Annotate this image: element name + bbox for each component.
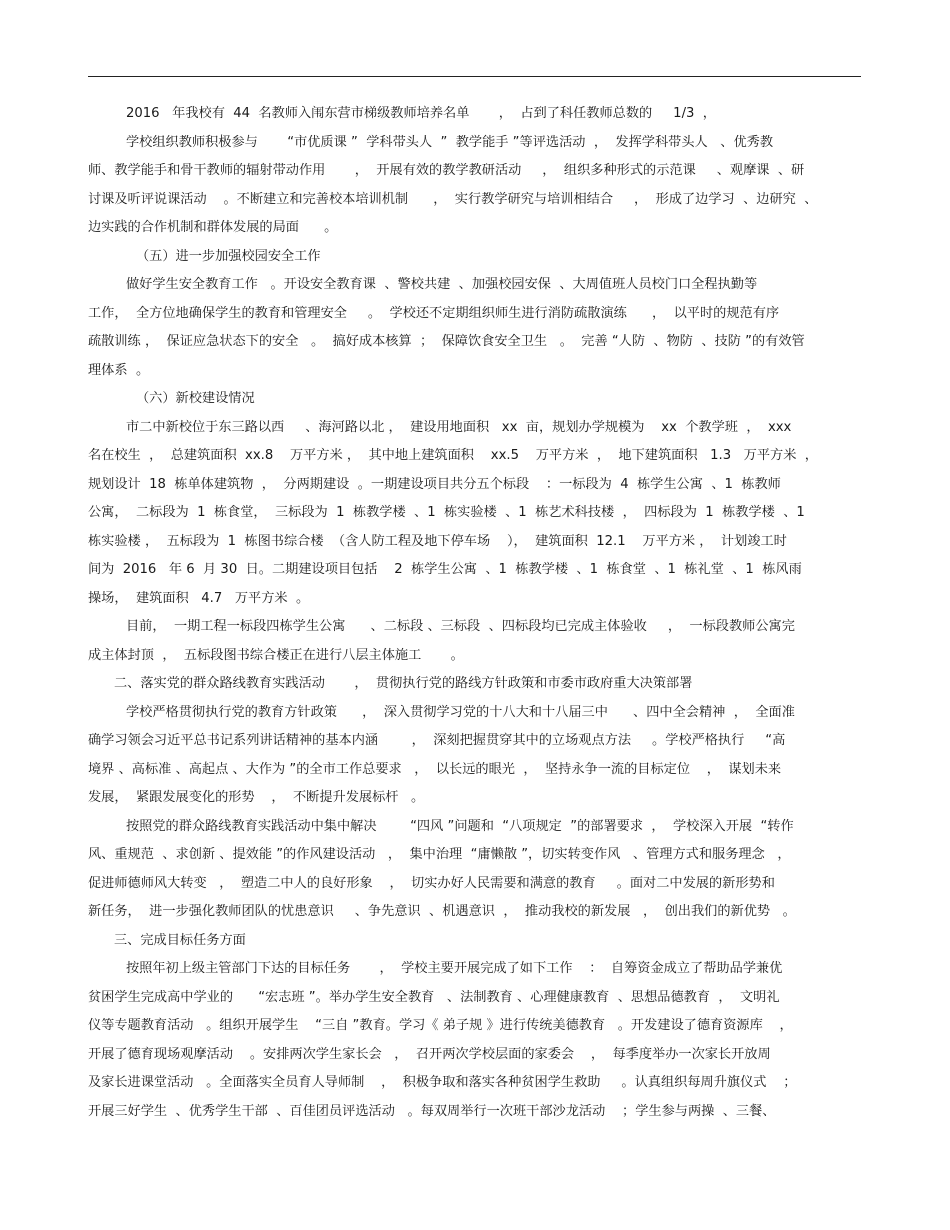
header-rule (88, 76, 861, 77)
text-line: 按照年初上级主管部门下达的目标任务 ， 学校主要开展完成了如下工作 ： 自筹资金成立了帮助品学兼优 (126, 961, 783, 976)
text-line: 理体系 。 (88, 362, 150, 378)
text-line: 境界 、高标准 、高起点 、大作为 ”的全市工作总要求 ， 以长远的眼光 ， 坚持永争一流的目标定位 ， 谋划未来 (88, 761, 782, 777)
text-line: 学校严格贯彻执行党的教育方针政策 ， 深入贯彻学习党的十八大和十八届三中 、四中全会精神 ， 全面准 (126, 704, 795, 720)
text-line: 工作， 全方位地确保学生的教育和管理安全 。 学校还不定期组织师生进行消防疏散演练 ， 以平时的规范有序 (88, 305, 780, 321)
text-line: 讨课及听评说课活动 。不断建立和完善校本培训机制 ， 实行教学研究与培训相结合 ， 形成了边学习 、边研究 、 (88, 191, 818, 207)
text-line: 发展， 紧跟发展变化的形势 ， 不断提升发展标杆 。 (88, 790, 425, 805)
text-line: 师、教学能手和骨干教师的辐射带动作用 ， 开展有效的教学教研活动 ， 组织多种形式的示范课 、观摩课 、研 (88, 163, 805, 178)
text-line: 学校组织教师积极参与 “市优质课 ” 学科带头人 ” 教学能手 ”等评选活动 ， 发挥学科带头人 、优秀教 (126, 134, 774, 150)
text-line: 疏散训练 ， 保证应急状态下的安全 。 搞好成本核算 ； 保障饮食安全卫生 。 完善 “人防 、物防 、技防 ”的有效管 (88, 334, 805, 349)
text-line: 名在校生 ， 总建筑面积 xx.8 万平方米 ， 其中地上建筑面积 xx.5 万平方米 ， 地下建筑面积 1.3 万平方米 ， (88, 448, 818, 463)
text-line: 操场， 建筑面积 4.7 万平方米 。 (88, 590, 310, 606)
text-line: 开展了德育现场观摩活动 。安排两次学生家长会 ， 召开两次学校层面的家委会 ， 每季度举办一次家长开放周 (88, 1046, 771, 1062)
text-line: 按照党的群众路线教育实践活动中集中解决 “四风 ”问题和 “八项规定 ”的部署要求 ， 学校深入开展 “转作 (126, 818, 794, 834)
text-line: 做好学生安全教育工作 。开设安全教育课 、警校共建 、加强校园安保 、大周值班人员校门口全程执勤等 (126, 277, 758, 292)
section-heading: （六）新校建设情况 (136, 391, 255, 406)
text-line: 栋实验楼 ， 五标段为 1 栋图书综合楼 （含人防工程及地下停车场 ）， 建筑面积 12.1 万平方米 ， 计划竣工时 (88, 533, 787, 549)
section-heading: （五）进一步加强校园安全工作 (136, 248, 321, 264)
text-line: 边实践的合作机制和群体发展的局面 。 (88, 220, 338, 235)
text-line: 公寓， 二标段为 1 栋食堂， 三标段为 1 栋教学楼 、1 栋实验楼 、1 栋艺术科技楼 ， 四标段为 1 栋教学楼 、1 (88, 505, 805, 520)
section-heading: 二、落实党的群众路线教育实践活动 ， 贯彻执行党的路线方针政策和市委市政府重大决策部署 (114, 676, 693, 691)
text-line: 2016 年我校有 44 名教师入闱东营市梯级教师培养名单 ， 占到了科任教师总数的 1/3 ， (126, 106, 716, 121)
text-line: 目前， 一期工程一标段四栋学生公寓 、二标段 、三标段 、四标段均已完成主体验收 ， 一标段教师公寓完 (126, 619, 795, 634)
text-line: 市二中新校位于东三路以西 、海河路以北 ， 建设用地面积 xx 亩，规划办学规模为 xx 个教学班 ， xxx (126, 419, 792, 435)
text-line: 确学习领会习近平总书记系列讲话精神的基本内涵 ， 深刻把握贯穿其中的立场观点方法 。学校严格执行 “高 (88, 733, 786, 748)
section-heading: 三、完成目标任务方面 (114, 932, 246, 948)
text-line: 贫困学生完成高中学业的 “宏志班 ”。举办学生安全教育 、法制教育 、心理健康教育 、思想品德教育 ， 文明礼 (88, 989, 780, 1005)
text-line: 及家长进课堂活动 。全面落实全员育人导师制 ， 积极争取和落实各种贫困学生救助 。认真组织每周升旗仪式 ； (88, 1075, 797, 1090)
text-line: 促进师德师风大转变 ， 塑造二中人的良好形象 ， 切实办好人民需要和满意的教育 。面对二中发展的新形势和 (88, 875, 775, 891)
text-line: 仪等专题教育活动 。组织开展学生 “三自 ”教育。学习《 弟子规 》进行传统美德教育 。开发建设了德育资源库 ， (88, 1018, 793, 1033)
text-line: 间为 2016 年 6 月 30 日。二期建设项目包括 2 栋学生公寓 、1 栋教学楼 、1 栋食堂 、1 栋礼堂 、1 栋风雨 (88, 562, 802, 577)
text-line: 成主体封顶 ， 五标段图书综合楼正在进行八层主体施工 。 (88, 647, 464, 663)
text-line: 风、重规范 、求创新 、提效能 ”的作风建设活动 ， 集中治理 “庸懒散 ”，切实转变作风 、管理方式和服务理念 ， (88, 847, 791, 862)
text-line: 开展三好学生 、优秀学生干部 、百佳团员评选活动 。每双周举行一次班干部沙龙活动 ；学生参与两操 、三餐、 (88, 1103, 776, 1119)
text-line: 规划设计 18 栋单体建筑物 ， 分两期建设 。一期建设项目共分五个标段 ：一标段为 4 栋学生公寓 、1 栋教师 (88, 476, 781, 492)
text-line: 新任务， 进一步强化教师团队的忧患意识 、争先意识 、机遇意识 ， 推动我校的新发展 ， 创出我们的新优势 。 (88, 904, 796, 919)
document-body (88, 100, 873, 1126)
